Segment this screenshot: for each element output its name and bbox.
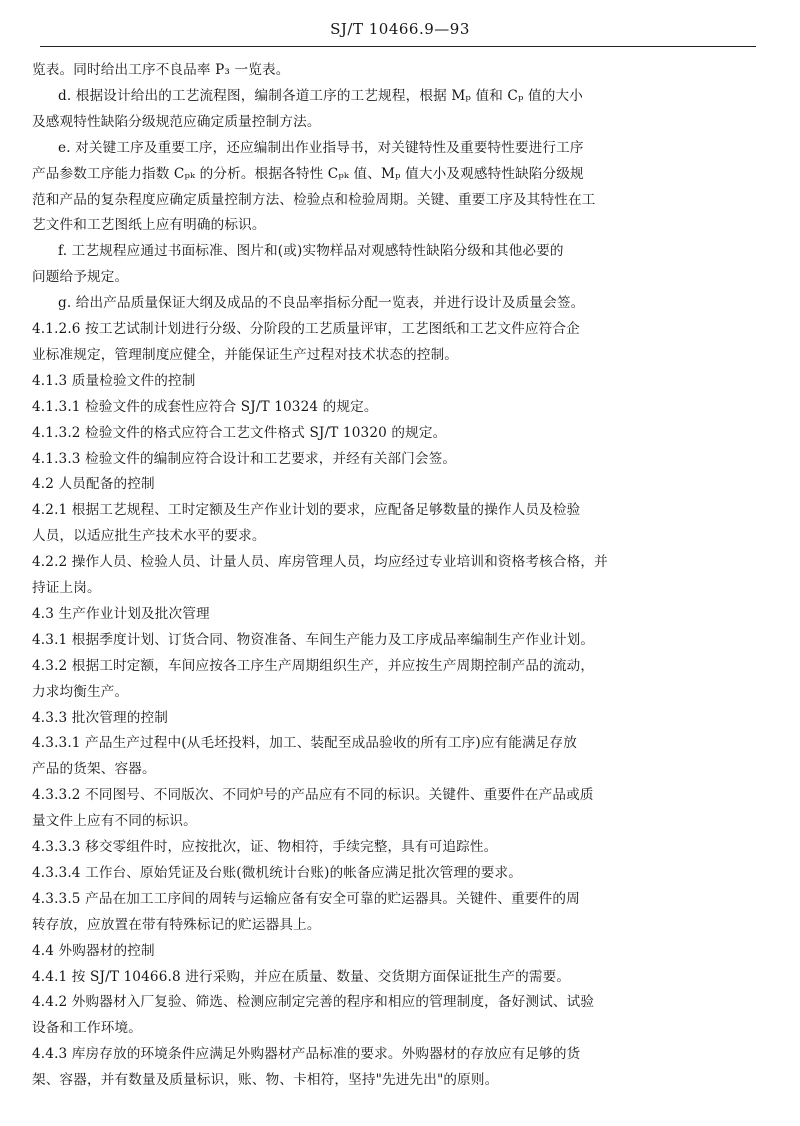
text-line: 4.2 人员配备的控制 — [32, 476, 155, 493]
text-line: 4.4.3 库房存放的环境条件应满足外购器材产品标准的要求。外购器材的存放应有足够的货 — [32, 1046, 581, 1063]
text-line: 及感观特性缺陷分级规范应确定质量控制方法。 — [32, 113, 321, 130]
text-line: 问题给予规定。 — [32, 269, 129, 286]
text-line: 4.1.3.1 检验文件的成套性应符合 SJ/T 10324 的规定。 — [32, 398, 378, 415]
text-line: 产品的货架、容器。 — [32, 761, 156, 778]
text-line: 4.4.2 外购器材入厂复验、筛选、检测应制定完善的程序和相应的管理制度，备好测试、试验 — [32, 994, 595, 1011]
text-line: 4.3 生产作业计划及批次管理 — [32, 605, 210, 622]
text-line: 4.3.3 批次管理的控制 — [32, 709, 169, 726]
text-line: e. 对关键工序及重要工序，还应编制出作业指导书，对关键特性及重要特性要进行工序 — [58, 139, 584, 156]
text-line: 览表。同时给出工序不良品率 P₃ 一览表。 — [32, 62, 290, 78]
text-line: 艺文件和工艺图纸上应有明确的标识。 — [32, 217, 266, 234]
page-header: SJ/T 10466.9—93 — [330, 20, 470, 38]
text-line: 4.1.2.6 按工艺试制计划进行分级、分阶段的工艺质量评审，工艺图纸和工艺文件应符合企 — [32, 321, 580, 337]
text-line: 4.2.1 根据工艺规程、工时定额及生产作业计划的要求，应配备足够数量的操作人员及检验 — [32, 502, 581, 519]
text-line: 4.3.3.1 产品生产过程中(从毛坯投料，加工、装配至成品验收的所有工序)应有能满足存放 — [32, 735, 578, 752]
text-line: f. 工艺规程应通过书面标准、图片和(或)实物样品对观感特性缺陷分级和其他必要的 — [58, 243, 564, 260]
text-line: 转存放，应放置在带有特殊标记的贮运器具上。 — [32, 916, 321, 933]
text-line: 业标准规定，管理制度应健全，并能保证生产过程对技术状态的控制。 — [32, 346, 459, 363]
text-line: 架、容器，并有数量及质量标识，账、物、卡相符，坚持"先进先出"的原则。 — [32, 1072, 499, 1089]
text-line: 4.3.2 根据工时定额，车间应按各工序生产周期组织生产，并应按生产周期控制产品的流动， — [32, 657, 595, 674]
text-line: 4.4.1 按 SJ/T 10466.8 进行采购，并应在质量、数量、交货期方面保证批生产的需要。 — [32, 968, 571, 985]
text-line: g. 给出产品质量保证大纲及成品的不良品率指标分配一览表，并进行设计及质量会签。 — [58, 295, 585, 312]
text-line: 4.1.3 质量检验文件的控制 — [32, 372, 196, 389]
text-line: 设备和工作环境。 — [32, 1020, 142, 1037]
text-line: 产品参数工序能力指数 Cₚₖ 的分析。根据各特性 Cₚₖ 值、Mₚ 值大小及观感特性缺陷分级规 — [32, 165, 584, 182]
text-line: 4.4 外购器材的控制 — [32, 942, 155, 959]
text-line: 力求均衡生产。 — [32, 683, 129, 700]
text-line: 持证上岗。 — [32, 580, 101, 596]
text-line: 范和产品的复杂程度应确定质量控制方法、检验点和检验周期。关键、重要工序及其特性在工 — [32, 191, 596, 208]
text-line: 4.1.3.2 检验文件的格式应符合工艺文件格式 SJ/T 10320 的规定。 — [32, 424, 447, 441]
text-line: 4.1.3.3 检验文件的编制应符合设计和工艺要求，并经有关部门会签。 — [32, 450, 457, 467]
text-line: 4.3.3.4 工作台、原始凭证及台账(微机统计台账)的帐备应满足批次管理的要求。 — [32, 864, 523, 881]
text-line: 量文件上应有不同的标识。 — [32, 813, 197, 830]
text-line: d. 根据设计给出的工艺流程图，编制各道工序的工艺规程，根据 Mₚ 值和 Cₚ 值的大小 — [58, 87, 584, 104]
header-rule — [40, 46, 756, 47]
text-line: 4.3.3.2 不同图号、不同版次、不同炉号的产品应有不同的标识。关键件、重要件在产品或质 — [32, 787, 594, 804]
text-line: 4.2.2 操作人员、检验人员、计量人员、库房管理人员，均应经过专业培训和资格考核合格，并 — [32, 554, 608, 571]
text-line: 4.3.3.3 移交零组件时，应按批次，证、物相符，手续完整，具有可追踪性。 — [32, 839, 498, 855]
text-line: 4.3.1 根据季度计划、订货合同、物资准备、车间生产能力及工序成品率编制生产作业计划。 — [32, 631, 595, 648]
text-line: 人员，以适应批生产技术水平的要求。 — [32, 528, 266, 545]
text-line: 4.3.3.5 产品在加工工序间的周转与运输应备有安全可靠的贮运器具。关键件、重要件的周 — [32, 890, 580, 907]
